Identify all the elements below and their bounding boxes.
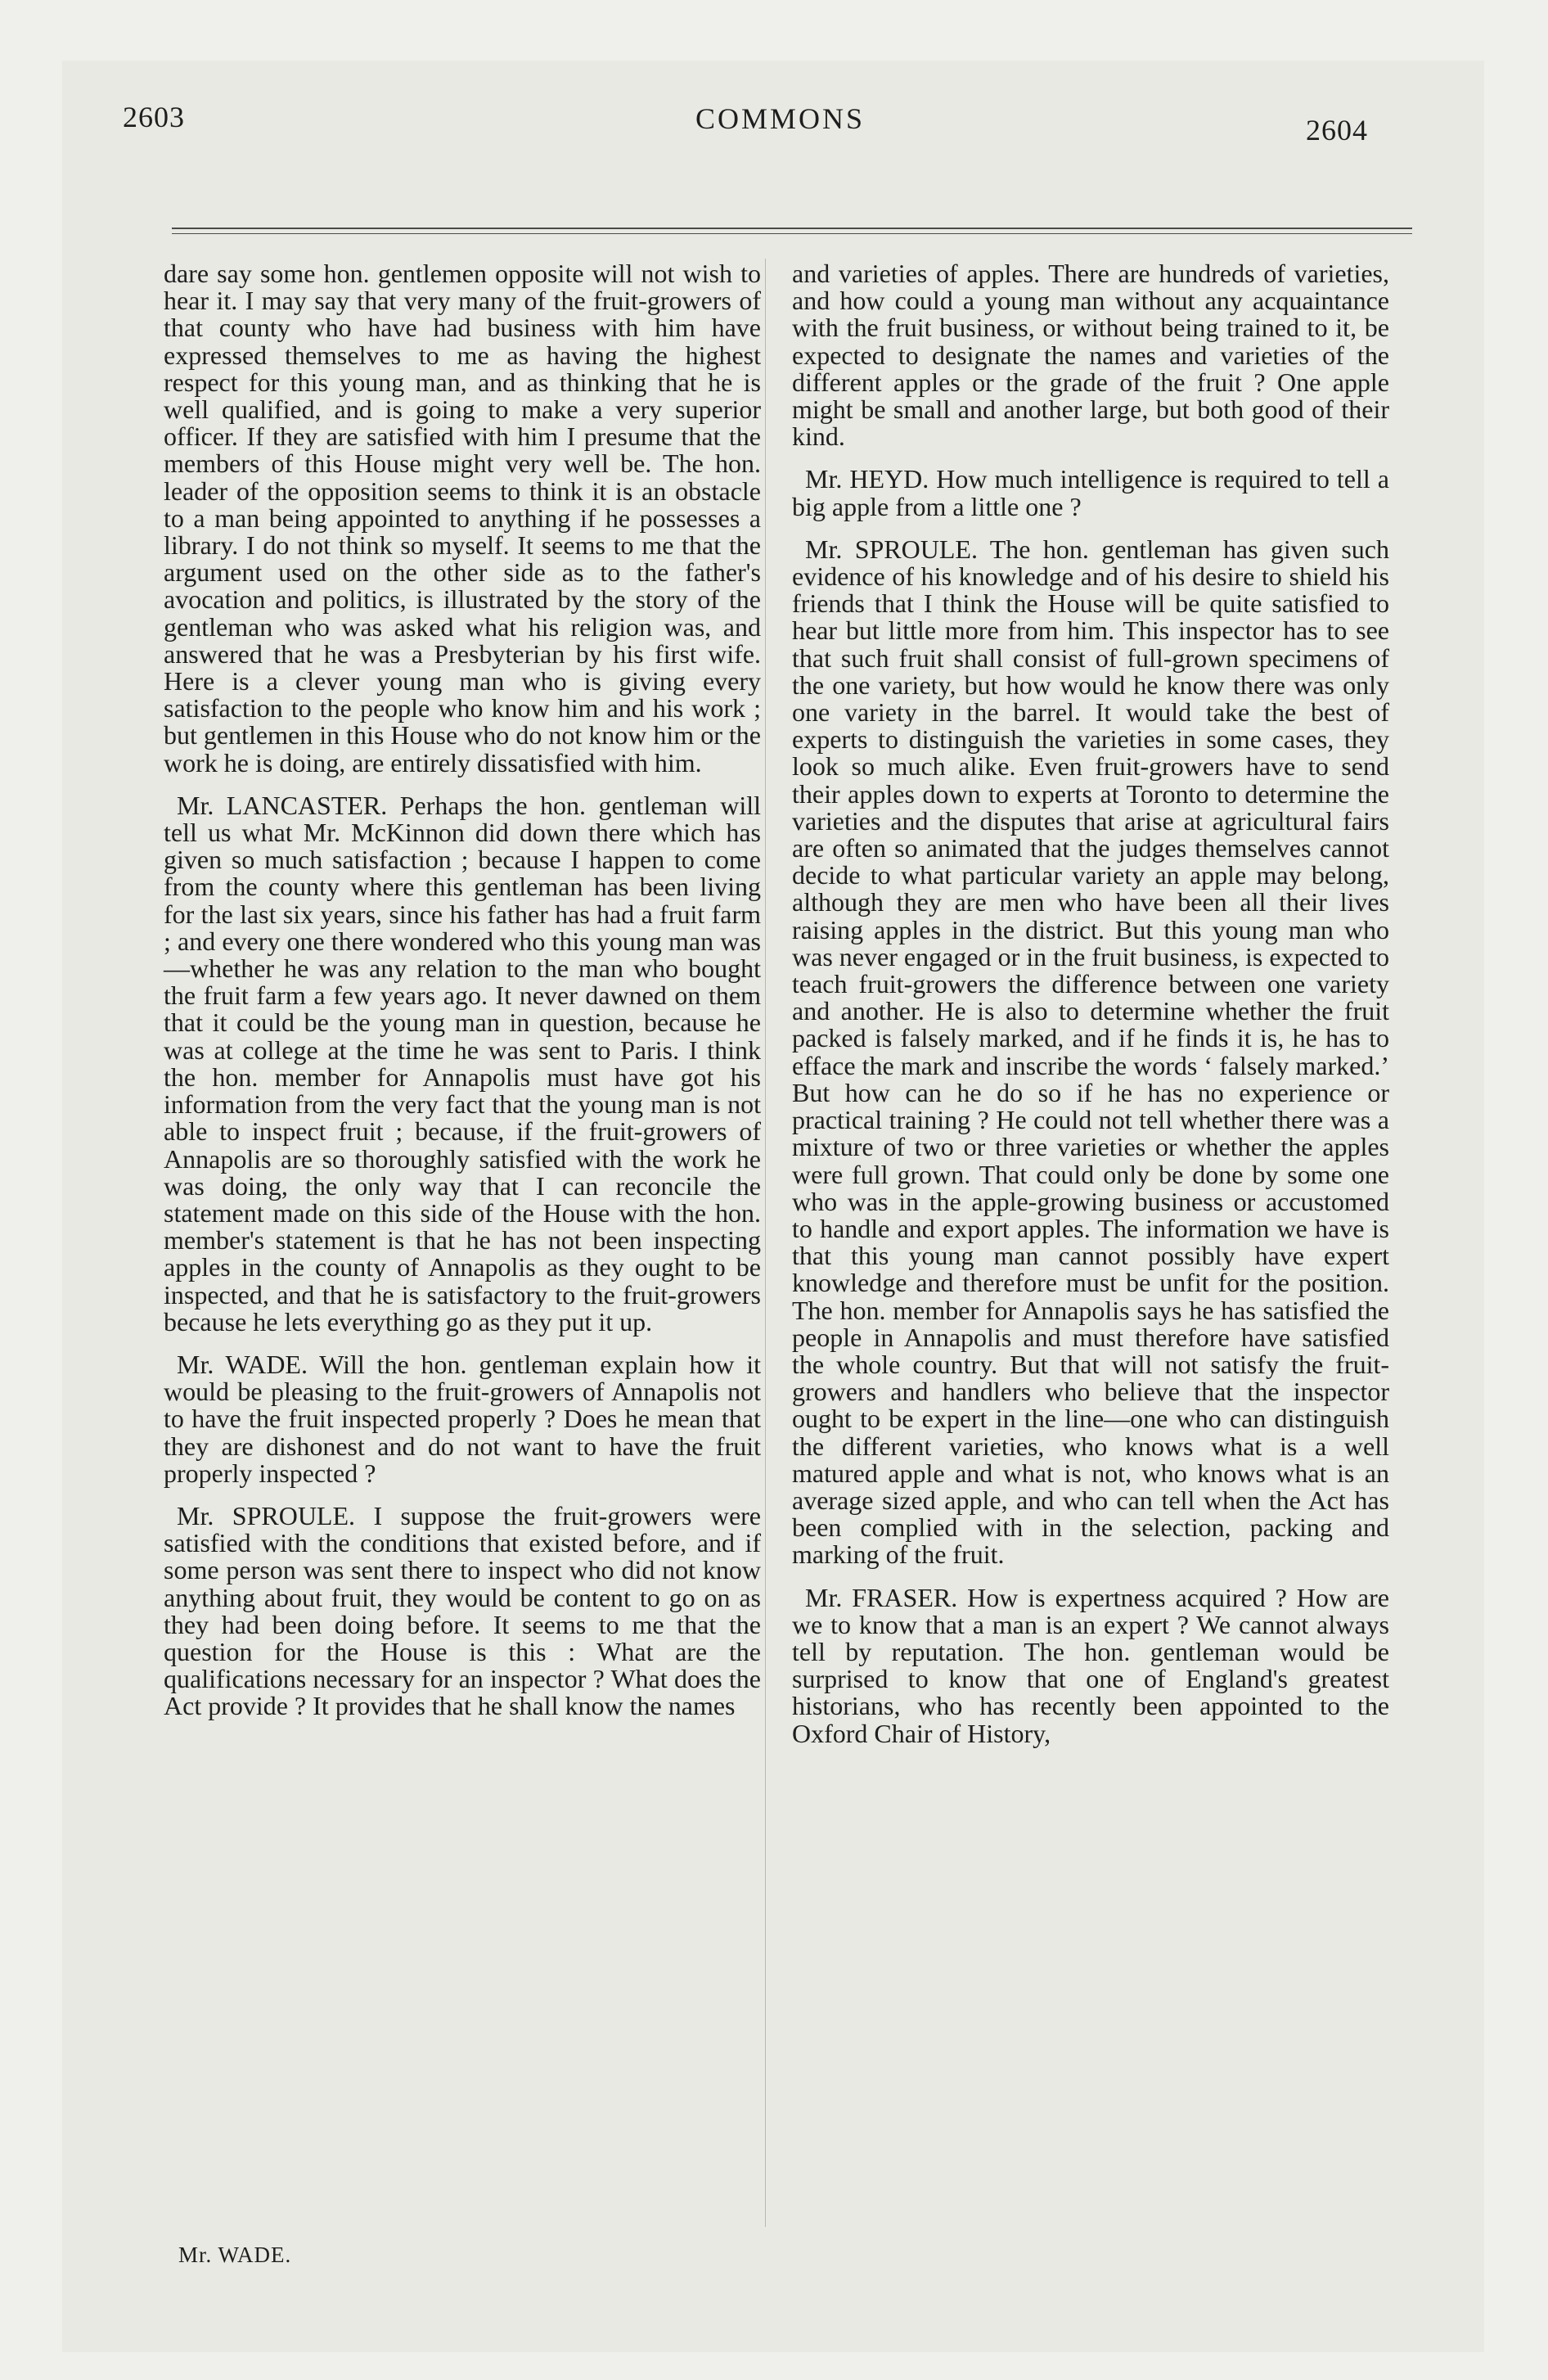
paragraph: Mr. SPROULE. I suppose the fruit-growers were satisfied with the conditions that existed before, and if some person was sent there to inspect who did not know anything about fruit, they would be content to go on as they had been doing before. It seems to me that the question for the House is this : What are the qualifications necessary for an inspector ? What does the Act provide ? It provides that he shall know the names bbox=[164, 1500, 761, 1721]
column-divider bbox=[765, 259, 766, 2227]
page-number-left: 2603 bbox=[123, 101, 185, 133]
paragraph: dare say some hon. gentlemen opposite will not wish to hear it. I may say that very many of the fruit-growers of that county who have had business with him have expressed themselves to me as having the highest respect for this young man, and as thinking that he is well qualified, and is going to make a very superior officer. If they are satisfied with him I presume that the members of this House might very well be. The hon. leader of the opposition seems to think it is an obstacle to a man being appointed to anything if he possesses a library. I do not think so myself. It seems to me that the argument used on the other side as to the father's avocation and politics, is illustrated by the story of the gentleman who was asked what his religion was, and answered that he was a Presbyterian by his first wife. Here is a clever young man who is giving every satisfaction to the people who know him and his work ; but gentlemen in this House who do not know him or the work he is doing, are entirely dissatisfied with him. bbox=[164, 259, 761, 778]
paragraph: Mr. LANCASTER. Perhaps the hon. gentleman will tell us what Mr. McKinnon did down there which has given so much satisfaction ; because I happen to come from the county where this gentleman has been living for the last six years, since his father has had a fruit farm ; and every one there wondered who this young man was—whether he was any relation to the man who bought the fruit farm a few years ago. It never dawned on them that it could be the young man in question, because he was at college at the time he was sent to Paris. I think the hon. member for Annapolis must have got his information from the very fact that the young man is not able to inspect fruit ; because, if the fruit-growers of Annapolis are so thoroughly satisfied with the work he was doing, the only way that I can reconcile the statement made on this side of the House with the hon. member's statement is that he has not been inspecting apples in the county of Annapolis as they ought to be inspected, and that he is satisfactory to the fruit-growers because he lets everything go as they put it up. bbox=[164, 790, 761, 1336]
paragraph: Mr. HEYD. How much intelligence is required to tell a big apple from a little one ? bbox=[792, 464, 1389, 521]
header-rule-thin bbox=[172, 233, 1412, 234]
paragraph: Mr. SPROULE. The hon. gentleman has given such evidence of his knowledge and of his desire to shield his friends that I think the House will be quite satisfied to hear but little more from him. This inspector has to see that such fruit shall consist of full-grown specimens of the one variety, but how would he know there was only one variety in the barrel. It would take the best of experts to distinguish the varieties in some cases, they look so much alike. Even fruit-growers have to send their apples down to experts at Toronto to determine the varieties and the disputes that arise at agricultural fairs are often so animated that the judges themselves cannot decide to what particular variety an apple may belong, although they are men who have been all their lives raising apples in the district. But this young man who was never engaged or in the fruit business, is expected to teach fruit-growers the difference between one variety and another. He is also to determine whether the fruit packed is falsely marked, and if he finds it is, he has to efface the mark and inscribe the words ‘ falsely marked.’ But how can he do so if he has no experience or practical training ? He could not tell whether there was a mixture of two or three varieties or whether the apples were full grown. That could only be done by some one who was in the apple-growing business or accustomed to handle and export apples. The information we have is that this young man cannot possibly have expert knowledge and therefore must be unfit for the position. The hon. member for Annapolis says he has satisfied the people in Annapolis and must therefore have satisfied the whole country. But that will not satisfy the fruit-growers and handlers who believe that the inspector ought to be expert in the line—one who can distinguish the different varieties, who knows what is a well matured apple and what is not, who knows what is an average sized apple, and who can tell when the Act has been complied with in the selection, packing and marking of the fruit. bbox=[792, 534, 1389, 1570]
paragraph: Mr. FRASER. How is expertness acquired ? How are we to know that a man is an expert ? We cannot always tell by reputation. The hon. gentleman would be surprised to know that one of England's greatest historians, who has recently been appointed to the Oxford Chair of History, bbox=[792, 1582, 1389, 1748]
header-rule bbox=[172, 228, 1412, 229]
page-number-right: 2604 bbox=[1306, 114, 1368, 146]
left-column bbox=[164, 260, 761, 1736]
right-column bbox=[792, 260, 1389, 1763]
running-head: COMMONS bbox=[695, 102, 866, 135]
speaker-mark: Mr. WADE. bbox=[178, 2243, 292, 2267]
paragraph: and varieties of apples. There are hundreds of varieties, and how could a young man without any acquaintance with the fruit business, or without being trained to it, be expected to designate the names and varieties of the different apples or the grade of the fruit ? One apple might be small and another large, but both good of their kind. bbox=[792, 259, 1389, 452]
paragraph: Mr. WADE. Will the hon. gentleman explain how it would be pleasing to the fruit-growers of Annapolis not to have the fruit inspected properly ? Does he mean that they are dishonest and do not want to have the fruit properly inspected ? bbox=[164, 1349, 761, 1488]
